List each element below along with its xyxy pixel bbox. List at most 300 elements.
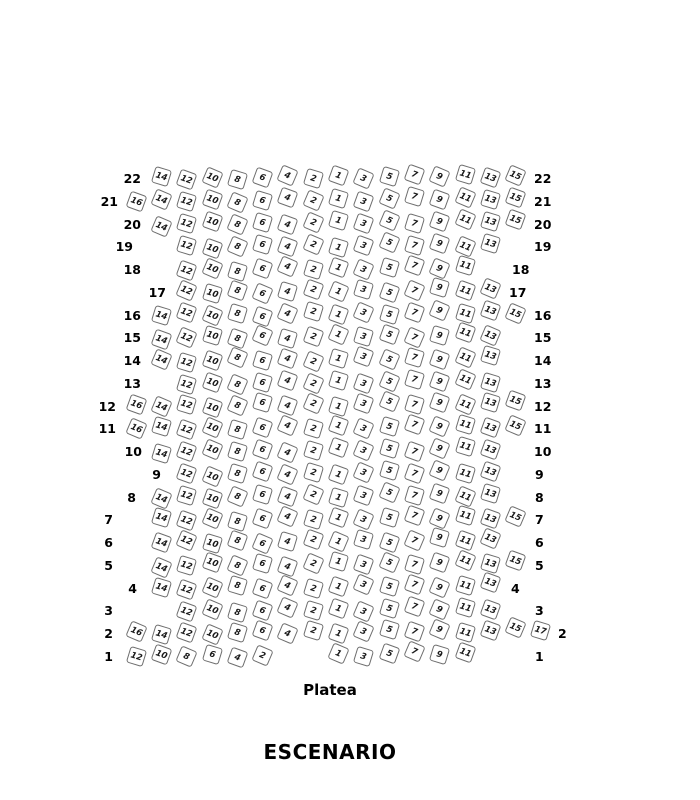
seat[interactable]: 6 <box>201 644 222 665</box>
seat[interactable]: 13 <box>479 324 501 346</box>
seat[interactable]: 10 <box>201 371 223 393</box>
seat[interactable]: 3 <box>353 373 375 395</box>
seat[interactable]: 3 <box>353 439 375 461</box>
seat[interactable]: 1 <box>328 237 349 258</box>
seat[interactable]: 8 <box>227 419 248 440</box>
seat[interactable]: 9 <box>429 438 451 460</box>
seat[interactable]: 16 <box>125 620 147 642</box>
seat[interactable]: 5 <box>378 598 399 619</box>
seat[interactable]: 9 <box>429 576 451 598</box>
seat[interactable]: 16 <box>125 190 147 212</box>
seat[interactable]: 1 <box>328 303 350 325</box>
seat[interactable]: 2 <box>302 350 324 372</box>
seat[interactable]: 12 <box>176 168 198 190</box>
seat[interactable]: 11 <box>454 485 476 507</box>
seat[interactable]: 12 <box>176 440 198 462</box>
seat[interactable]: 10 <box>201 282 222 303</box>
seat[interactable]: 5 <box>378 166 399 187</box>
seat[interactable]: 6 <box>252 553 273 574</box>
seat[interactable]: 2 <box>302 392 324 414</box>
seat[interactable]: 9 <box>429 371 451 393</box>
seat[interactable]: 13 <box>479 300 501 322</box>
seat[interactable]: 11 <box>454 549 476 571</box>
seat[interactable]: 8 <box>226 191 248 213</box>
seat[interactable]: 2 <box>303 417 324 438</box>
seat[interactable]: 9 <box>429 299 451 321</box>
seat[interactable]: 14 <box>151 624 172 645</box>
seat[interactable]: 3 <box>353 167 375 189</box>
seat[interactable]: 15 <box>504 505 526 527</box>
seat[interactable]: 7 <box>404 235 425 256</box>
seat[interactable]: 12 <box>176 213 197 234</box>
seat[interactable]: 11 <box>454 302 475 323</box>
seat[interactable]: 10 <box>201 416 223 438</box>
seat[interactable]: 1 <box>328 551 349 572</box>
seat[interactable]: 8 <box>227 622 248 643</box>
seat[interactable]: 16 <box>125 418 147 440</box>
seat[interactable]: 1 <box>328 464 350 486</box>
seat[interactable]: 13 <box>479 527 501 549</box>
seat[interactable]: 14 <box>151 507 172 528</box>
seat[interactable]: 13 <box>480 552 501 573</box>
seat[interactable]: 7 <box>403 413 425 435</box>
seat[interactable]: 11 <box>454 414 475 435</box>
seat[interactable]: 11 <box>454 346 476 368</box>
seat[interactable]: 5 <box>378 643 400 665</box>
seat[interactable]: 13 <box>479 619 501 641</box>
seat[interactable]: 2 <box>303 578 324 599</box>
seat[interactable]: 4 <box>277 597 299 619</box>
seat[interactable]: 15 <box>504 302 526 324</box>
seat[interactable]: 12 <box>176 462 198 484</box>
seat[interactable]: 2 <box>302 233 324 255</box>
seat[interactable]: 4 <box>277 555 299 577</box>
seat[interactable]: 8 <box>226 374 248 396</box>
seat[interactable]: 10 <box>201 189 223 211</box>
seat[interactable]: 6 <box>252 577 274 599</box>
seat[interactable]: 8 <box>226 554 248 576</box>
seat[interactable]: 6 <box>251 282 273 304</box>
seat[interactable]: 8 <box>226 327 248 349</box>
seat[interactable]: 3 <box>353 529 374 550</box>
seat[interactable]: 2 <box>302 189 324 211</box>
seat[interactable]: 9 <box>429 188 451 210</box>
seat[interactable]: 7 <box>403 254 425 276</box>
seat[interactable]: 6 <box>252 508 274 530</box>
seat[interactable]: 13 <box>480 372 501 393</box>
seat[interactable]: 11 <box>454 574 475 595</box>
seat[interactable]: 7 <box>404 213 425 234</box>
seat[interactable]: 1 <box>328 597 350 619</box>
seat[interactable]: 1 <box>328 348 349 369</box>
seat[interactable]: 5 <box>378 257 399 278</box>
seat[interactable]: 13 <box>480 345 501 366</box>
seat[interactable]: 12 <box>176 485 197 506</box>
seat[interactable]: 13 <box>480 233 501 254</box>
seat[interactable]: 11 <box>454 186 476 208</box>
seat[interactable]: 8 <box>226 213 248 235</box>
seat[interactable]: 6 <box>252 189 273 210</box>
seat[interactable]: 12 <box>176 279 198 301</box>
seat[interactable]: 5 <box>378 551 400 573</box>
seat[interactable]: 7 <box>403 326 425 348</box>
seat[interactable]: 8 <box>227 510 248 531</box>
seat[interactable]: 7 <box>403 163 425 185</box>
seat[interactable]: 3 <box>353 509 375 531</box>
seat[interactable]: 12 <box>176 601 198 623</box>
seat[interactable]: 2 <box>302 483 324 505</box>
seat[interactable]: 15 <box>504 617 526 639</box>
seat[interactable]: 15 <box>505 187 527 209</box>
seat[interactable]: 14 <box>150 556 172 578</box>
seat[interactable]: 2 <box>303 620 324 641</box>
seat[interactable]: 2 <box>303 259 324 280</box>
seat[interactable]: 15 <box>505 209 527 231</box>
seat[interactable]: 8 <box>226 280 248 302</box>
seat[interactable]: 3 <box>353 393 375 415</box>
seat[interactable]: 1 <box>327 323 349 345</box>
seat[interactable]: 5 <box>378 507 399 528</box>
seat[interactable]: 13 <box>480 189 501 210</box>
seat[interactable]: 3 <box>353 620 375 642</box>
seat[interactable]: 3 <box>353 234 375 256</box>
seat[interactable]: 1 <box>328 506 350 528</box>
seat[interactable]: 4 <box>277 622 299 644</box>
seat[interactable]: 2 <box>302 278 324 300</box>
seat[interactable]: 7 <box>403 596 425 618</box>
seat[interactable]: 4 <box>277 531 298 552</box>
seat[interactable]: 4 <box>277 328 298 349</box>
seat[interactable]: 12 <box>176 418 198 440</box>
seat[interactable]: 9 <box>429 210 451 232</box>
seat[interactable]: 11 <box>454 255 475 276</box>
seat[interactable]: 2 <box>302 553 324 575</box>
seat[interactable]: 8 <box>226 485 248 507</box>
seat[interactable]: 1 <box>328 415 350 437</box>
seat[interactable]: 7 <box>404 346 425 367</box>
seat[interactable]: 12 <box>125 646 146 667</box>
seat[interactable]: 1 <box>327 531 349 553</box>
seat[interactable]: 9 <box>429 349 451 371</box>
seat[interactable]: 10 <box>201 465 223 487</box>
seat[interactable]: 6 <box>252 439 274 461</box>
seat[interactable]: 13 <box>479 460 501 482</box>
seat[interactable]: 11 <box>454 463 475 484</box>
seat[interactable]: 9 <box>429 324 450 345</box>
seat[interactable]: 5 <box>378 416 399 437</box>
seat[interactable]: 5 <box>378 188 400 210</box>
seat[interactable]: 2 <box>303 439 324 460</box>
seat[interactable]: 10 <box>201 552 223 574</box>
seat[interactable]: 10 <box>201 532 222 553</box>
seat[interactable]: 5 <box>378 281 400 303</box>
seat[interactable]: 8 <box>227 260 248 281</box>
seat[interactable]: 14 <box>150 532 172 554</box>
seat[interactable]: 11 <box>454 530 476 552</box>
seat[interactable]: 3 <box>353 259 375 281</box>
seat[interactable]: 8 <box>227 463 248 484</box>
seat[interactable]: 6 <box>252 392 273 413</box>
seat[interactable]: 12 <box>176 235 197 256</box>
seat[interactable]: 1 <box>328 188 349 209</box>
seat[interactable]: 2 <box>303 167 324 188</box>
seat[interactable]: 10 <box>201 257 223 279</box>
seat[interactable]: 11 <box>454 368 476 390</box>
seat[interactable]: 4 <box>277 255 299 277</box>
seat[interactable]: 2 <box>302 211 324 233</box>
seat[interactable]: 5 <box>378 232 400 254</box>
seat[interactable]: 13 <box>479 166 501 188</box>
seat[interactable]: 3 <box>353 212 375 234</box>
seat[interactable]: 13 <box>480 483 501 504</box>
seat[interactable]: 4 <box>277 463 299 485</box>
seat[interactable]: 5 <box>378 460 399 481</box>
seat[interactable]: 8 <box>226 235 248 257</box>
seat[interactable]: 4 <box>277 347 299 369</box>
seat[interactable]: 14 <box>151 443 172 464</box>
seat[interactable]: 7 <box>404 368 425 389</box>
seat[interactable]: 9 <box>429 507 451 529</box>
seat[interactable]: 6 <box>252 167 274 189</box>
seat[interactable]: 8 <box>227 303 248 324</box>
seat[interactable]: 4 <box>277 395 299 417</box>
seat[interactable]: 11 <box>454 436 475 457</box>
seat[interactable]: 15 <box>504 164 526 186</box>
seat[interactable]: 5 <box>378 304 399 325</box>
seat[interactable]: 3 <box>353 417 375 439</box>
seat[interactable]: 1 <box>328 395 349 416</box>
seat[interactable]: 7 <box>404 186 425 207</box>
seat[interactable]: 12 <box>176 394 197 415</box>
seat[interactable]: 10 <box>201 304 223 326</box>
seat[interactable]: 3 <box>353 573 375 595</box>
seat[interactable]: 8 <box>226 347 248 369</box>
seat[interactable]: 13 <box>479 599 501 621</box>
seat[interactable]: 5 <box>378 438 399 459</box>
seat[interactable]: 16 <box>125 393 147 415</box>
seat[interactable]: 5 <box>378 531 400 553</box>
seat[interactable]: 4 <box>277 236 299 258</box>
seat[interactable]: 11 <box>454 208 476 230</box>
seat[interactable]: 14 <box>150 188 172 210</box>
seat[interactable]: 1 <box>328 370 349 391</box>
seat[interactable]: 10 <box>150 643 172 665</box>
seat[interactable]: 8 <box>227 169 248 190</box>
seat[interactable]: 7 <box>404 554 425 575</box>
seat[interactable]: 12 <box>176 510 198 532</box>
seat[interactable]: 4 <box>277 214 299 236</box>
seat[interactable]: 3 <box>353 461 375 483</box>
seat[interactable]: 11 <box>454 164 475 185</box>
seat[interactable]: 12 <box>176 529 198 551</box>
seat[interactable]: 4 <box>277 164 299 186</box>
seat[interactable]: 9 <box>429 277 450 298</box>
seat[interactable]: 3 <box>353 190 375 212</box>
seat[interactable]: 12 <box>176 579 198 601</box>
seat[interactable]: 11 <box>454 322 476 344</box>
seat[interactable]: 3 <box>353 301 375 323</box>
seat[interactable]: 13 <box>479 508 501 530</box>
seat[interactable]: 12 <box>176 621 198 643</box>
seat[interactable]: 6 <box>252 483 273 504</box>
seat[interactable]: 5 <box>378 348 400 370</box>
seat[interactable]: 1 <box>328 487 349 508</box>
seat[interactable]: 3 <box>353 279 374 300</box>
seat[interactable]: 12 <box>176 326 198 348</box>
seat[interactable]: 2 <box>303 301 324 322</box>
seat[interactable]: 9 <box>429 482 451 504</box>
seat[interactable]: 2 <box>251 644 273 666</box>
seat[interactable]: 10 <box>201 238 223 260</box>
seat[interactable]: 9 <box>429 460 451 482</box>
seat[interactable]: 4 <box>277 303 299 325</box>
seat[interactable]: 11 <box>454 596 475 617</box>
seat[interactable]: 6 <box>252 233 273 254</box>
seat[interactable]: 11 <box>454 622 475 643</box>
seat[interactable]: 1 <box>328 437 350 459</box>
seat[interactable]: 5 <box>378 618 399 639</box>
seat[interactable]: 4 <box>277 187 299 209</box>
seat[interactable]: 9 <box>429 644 450 665</box>
seat[interactable]: 9 <box>429 166 451 188</box>
seat[interactable]: 6 <box>252 461 274 483</box>
seat[interactable]: 4 <box>277 505 299 527</box>
seat[interactable]: 14 <box>150 348 172 370</box>
seat[interactable]: 10 <box>201 598 223 620</box>
seat[interactable]: 2 <box>303 461 324 482</box>
seat[interactable]: 3 <box>353 600 375 622</box>
seat[interactable]: 6 <box>252 619 274 641</box>
seat[interactable]: 12 <box>176 302 198 324</box>
seat[interactable]: 4 <box>226 646 248 668</box>
seat[interactable]: 4 <box>277 575 299 597</box>
seat[interactable]: 7 <box>403 504 425 526</box>
seat[interactable]: 10 <box>201 488 223 510</box>
seat[interactable]: 9 <box>429 618 451 640</box>
seat[interactable]: 10 <box>201 211 223 233</box>
seat[interactable]: 4 <box>277 414 299 436</box>
seat[interactable]: 5 <box>378 390 400 412</box>
seat[interactable]: 14 <box>151 576 172 597</box>
seat[interactable]: 12 <box>176 260 198 282</box>
seat[interactable]: 11 <box>454 505 475 526</box>
seat[interactable]: 4 <box>277 369 299 391</box>
seat[interactable]: 1 <box>327 281 349 303</box>
seat[interactable]: 13 <box>480 211 501 232</box>
seat[interactable]: 4 <box>277 281 298 302</box>
seat[interactable]: 12 <box>176 374 197 395</box>
seat[interactable]: 10 <box>201 166 223 188</box>
seat[interactable]: 13 <box>479 416 501 438</box>
seat[interactable]: 15 <box>504 414 526 436</box>
seat[interactable]: 9 <box>429 552 451 574</box>
seat[interactable]: 8 <box>227 602 248 623</box>
seat[interactable]: 7 <box>404 485 425 506</box>
seat[interactable]: 11 <box>454 641 476 663</box>
seat[interactable]: 12 <box>176 191 197 212</box>
seat[interactable]: 2 <box>303 600 324 621</box>
seat[interactable]: 1 <box>327 642 349 664</box>
seat[interactable]: 13 <box>479 572 501 594</box>
seat[interactable]: 15 <box>505 550 527 572</box>
seat[interactable]: 6 <box>251 325 273 347</box>
seat[interactable]: 1 <box>328 623 350 645</box>
seat[interactable]: 10 <box>201 396 223 418</box>
seat[interactable]: 6 <box>252 599 274 621</box>
seat[interactable]: 10 <box>201 438 223 460</box>
seat[interactable]: 3 <box>353 484 375 506</box>
seat[interactable]: 2 <box>302 528 324 550</box>
seat[interactable]: 10 <box>201 507 223 529</box>
seat[interactable]: 7 <box>403 279 425 301</box>
seat[interactable]: 6 <box>252 211 273 232</box>
seat[interactable]: 6 <box>251 532 273 554</box>
seat[interactable]: 17 <box>530 620 551 641</box>
seat[interactable]: 9 <box>429 598 451 620</box>
seat[interactable]: 14 <box>151 166 172 187</box>
seat[interactable]: 14 <box>150 487 172 509</box>
seat[interactable]: 12 <box>176 352 197 373</box>
seat[interactable]: 9 <box>429 527 450 548</box>
seat[interactable]: 13 <box>480 392 501 413</box>
seat[interactable]: 1 <box>328 210 349 231</box>
seat[interactable]: 7 <box>403 621 425 643</box>
seat[interactable]: 5 <box>378 324 400 346</box>
seat[interactable]: 14 <box>151 304 172 325</box>
seat[interactable]: 4 <box>277 486 299 508</box>
seat[interactable]: 6 <box>252 417 274 439</box>
seat[interactable]: 3 <box>353 326 374 347</box>
seat[interactable]: 2 <box>302 372 324 394</box>
seat[interactable]: 15 <box>505 389 527 411</box>
seat[interactable]: 4 <box>277 441 299 463</box>
seat[interactable]: 9 <box>429 257 451 279</box>
seat[interactable]: 14 <box>150 396 172 418</box>
seat[interactable]: 10 <box>201 349 223 371</box>
seat[interactable]: 5 <box>378 370 400 392</box>
seat[interactable]: 8 <box>226 394 248 416</box>
seat[interactable]: 11 <box>454 235 476 257</box>
seat[interactable]: 7 <box>403 302 425 324</box>
seat[interactable]: 1 <box>328 575 350 597</box>
seat[interactable]: 3 <box>353 346 375 368</box>
seat[interactable]: 1 <box>328 165 350 187</box>
seat[interactable]: 9 <box>429 391 451 413</box>
seat[interactable]: 3 <box>353 553 375 575</box>
seat[interactable]: 9 <box>429 416 451 438</box>
seat[interactable]: 8 <box>227 441 248 462</box>
seat[interactable]: 6 <box>252 305 274 327</box>
seat[interactable]: 6 <box>252 258 274 280</box>
seat[interactable]: 6 <box>252 350 273 371</box>
seat[interactable]: 7 <box>403 462 425 484</box>
seat[interactable]: 14 <box>151 416 172 437</box>
seat[interactable]: 11 <box>454 394 476 416</box>
seat[interactable]: 5 <box>378 576 399 597</box>
seat[interactable]: 14 <box>150 329 172 351</box>
seat[interactable]: 12 <box>176 554 197 575</box>
seat[interactable]: 10 <box>201 325 222 346</box>
seat[interactable]: 13 <box>479 277 501 299</box>
seat[interactable]: 5 <box>378 210 400 232</box>
seat[interactable]: 8 <box>176 646 198 668</box>
seat[interactable]: 7 <box>404 394 425 415</box>
seat[interactable]: 14 <box>150 215 172 237</box>
seat[interactable]: 10 <box>201 576 223 598</box>
seat[interactable]: 7 <box>403 440 425 462</box>
seat[interactable]: 11 <box>454 280 476 302</box>
seat[interactable]: 6 <box>252 372 273 393</box>
